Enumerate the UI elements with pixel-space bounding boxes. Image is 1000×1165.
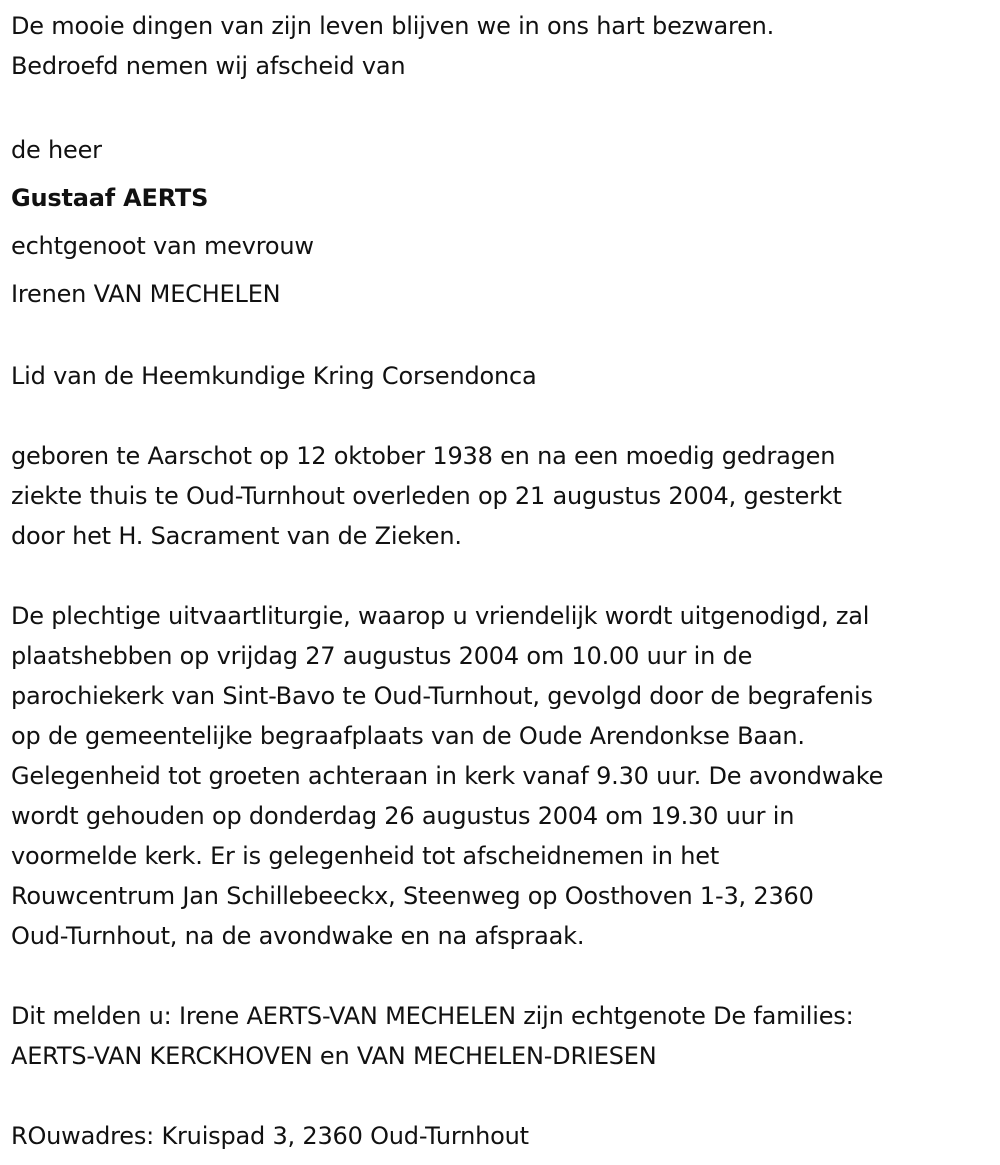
spacer: [11, 86, 996, 126]
birth-death-line-2: ziekte thuis te Oud-Turnhout overleden op 21 augustus 2004, gesterkt: [11, 482, 842, 510]
intro-block: [11, 6, 996, 86]
birth-death-line-1: geboren te Aarschot op 12 oktober 1938 en na een moedig gedragen: [11, 442, 836, 470]
ceremony-line-2: plaatshebben op vrijdag 27 augustus 2004 om 10.00 uur in de: [11, 642, 753, 670]
deceased-title: de heer: [11, 136, 102, 164]
spacer: [11, 1076, 996, 1116]
deceased-block: [11, 126, 996, 318]
ceremony-line-7: voormelde kerk. Er is gelegenheid tot afscheidnemen in het: [11, 842, 720, 870]
membership-block: [11, 356, 996, 396]
announcers-line-1: Dit melden u: Irene AERTS-VAN MECHELEN zijn echtgenote De families:: [11, 1002, 854, 1030]
ceremony-paragraph: [11, 596, 996, 956]
obituary-document: [11, 6, 996, 1156]
intro-line-2: Bedroefd nemen wij afscheid van: [11, 52, 406, 80]
membership-line: Lid van de Heemkundige Kring Corsendonca: [11, 362, 537, 390]
spacer: [11, 556, 996, 596]
announcers-paragraph: [11, 996, 996, 1076]
spacer: [11, 318, 996, 356]
announcers-line-2: AERTS-VAN KERCKHOVEN en VAN MECHELEN-DRIESEN: [11, 1042, 657, 1070]
ceremony-line-8: Rouwcentrum Jan Schillebeeckx, Steenweg op Oosthoven 1-3, 2360: [11, 882, 814, 910]
ceremony-line-4: op de gemeentelijke begraafplaats van de Oude Arendonkse Baan.: [11, 722, 805, 750]
ceremony-line-3: parochiekerk van Sint-Bavo te Oud-Turnhout, gevolgd door de begrafenis: [11, 682, 873, 710]
address-block: [11, 1116, 996, 1156]
mourning-address: ROuwadres: Kruispad 3, 2360 Oud-Turnhout: [11, 1122, 529, 1150]
spacer: [11, 396, 996, 436]
spacer: [11, 956, 996, 996]
ceremony-line-6: wordt gehouden op donderdag 26 augustus 2004 om 19.30 uur in: [11, 802, 795, 830]
birth-death-line-3: door het H. Sacrament van de Zieken.: [11, 522, 462, 550]
deceased-relation: echtgenoot van mevrouw: [11, 232, 314, 260]
ceremony-line-9: Oud-Turnhout, na de avondwake en na afspraak.: [11, 922, 585, 950]
deceased-name: Gustaaf AERTS: [11, 184, 209, 212]
ceremony-line-5: Gelegenheid tot groeten achteraan in kerk vanaf 9.30 uur. De avondwake: [11, 762, 884, 790]
intro-line-1: De mooie dingen van zijn leven blijven we in ons hart bezwaren.: [11, 12, 775, 40]
spouse-name: Irenen VAN MECHELEN: [11, 280, 281, 308]
birth-death-paragraph: [11, 436, 996, 556]
ceremony-line-1: De plechtige uitvaartliturgie, waarop u vriendelijk wordt uitgenodigd, zal: [11, 602, 870, 630]
